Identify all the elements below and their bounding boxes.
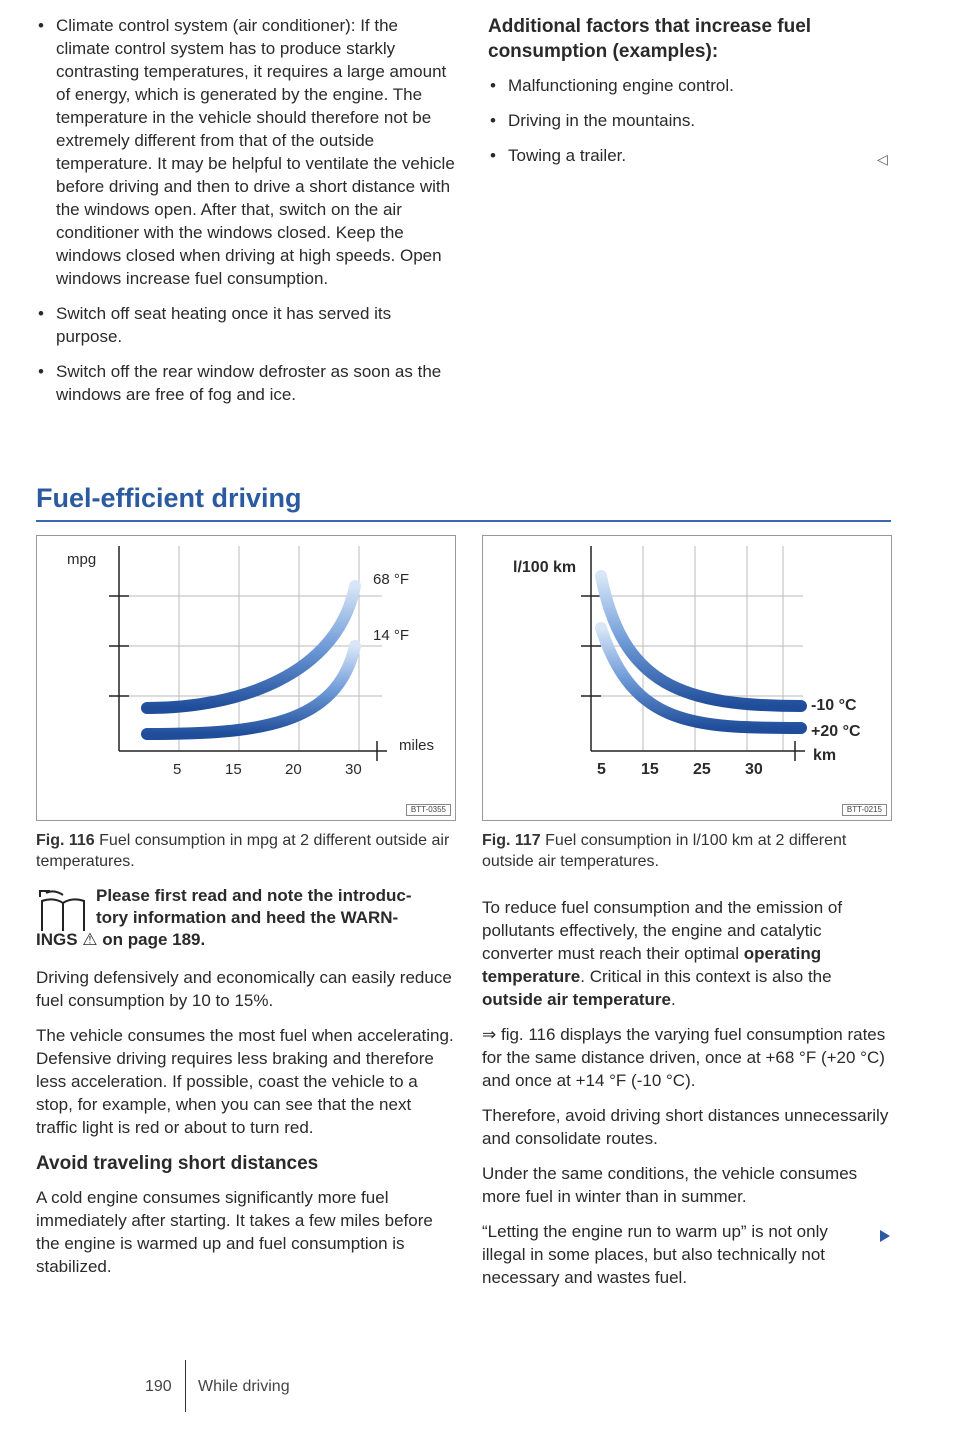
x-tick-label: 15 bbox=[641, 761, 659, 778]
caption-text: Fuel consumption in mpg at 2 different outside air temperatures. bbox=[36, 832, 450, 870]
list-item: • Switch off seat heating once it has served its purpose. bbox=[36, 302, 456, 348]
paragraph bbox=[482, 896, 890, 1011]
book-icon bbox=[36, 887, 90, 933]
list-item: • Switch off the rear window defroster as soon as the windows are free of fog and ice. bbox=[36, 360, 456, 406]
paragraph: Under the same conditions, the vehicle consumes more fuel in winter than in summer. bbox=[482, 1164, 858, 1206]
caption-number: Fig. 117 bbox=[482, 832, 541, 849]
fig117-caption bbox=[482, 830, 890, 872]
page-number: 190 bbox=[145, 1378, 172, 1395]
x-tick-label: 30 bbox=[745, 761, 763, 778]
climate-tips-list bbox=[36, 14, 456, 406]
bold-term: operating temperature bbox=[482, 944, 822, 986]
y-axis-unit: mpg bbox=[67, 551, 97, 568]
list-item: • Towing a trailer. bbox=[488, 144, 888, 167]
right-body-column bbox=[482, 896, 890, 1301]
figure-code: BTT-0215 bbox=[842, 804, 887, 816]
text-run: To reduce fuel consumption and the emission of pollutants effectively, the engine and catalytic converter must reach their optimal bbox=[482, 898, 843, 963]
paragraph: Therefore, avoid driving short distances unnecessarily and consolidate routes. bbox=[482, 1106, 889, 1148]
note-line: Please first read and note the introduc- bbox=[96, 886, 412, 905]
bold-term: outside air temperature bbox=[482, 990, 671, 1009]
footer-section: While driving bbox=[198, 1378, 290, 1395]
right-top-column bbox=[488, 14, 888, 179]
figure-116 bbox=[36, 535, 456, 821]
paragraph: ⇒ fig. 116 displays the varying fuel consumption rates for the same distance driven, once at +68 °F (+20 °C) and once at +14 °F (-10 °C). bbox=[482, 1025, 886, 1090]
avoid-short-distances-heading: Avoid traveling short distances bbox=[36, 1153, 319, 1174]
additional-factors-heading: Additional factors that increase fuel consumption (examples): bbox=[488, 16, 812, 62]
curve-label-plus20c: +20 °C bbox=[811, 723, 861, 740]
caption-number: Fig. 116 bbox=[36, 832, 95, 849]
continued-arrow-icon bbox=[880, 1230, 890, 1242]
paragraph: Driving defensively and economically can easily reduce fuel consumption by 10 to 15%. bbox=[36, 968, 452, 1010]
curve-label-14f: 14 °F bbox=[373, 627, 410, 644]
paragraph: A cold engine consumes significantly more fuel immediately after starting. It takes a few miles before the engine is warmed up and fuel consumption is stabilized. bbox=[36, 1188, 433, 1276]
curve-68f bbox=[147, 586, 355, 708]
x-tick-label: 30 bbox=[345, 761, 362, 778]
y-axis-unit: l/100 km bbox=[513, 559, 577, 576]
section-end-icon: ◁ bbox=[877, 151, 888, 167]
text-run: . bbox=[670, 990, 676, 1009]
left-body-column bbox=[36, 966, 456, 1290]
paragraph: The vehicle consumes the most fuel when accelerating. Defensive driving requires less braking and therefore less acceleration. If possible, coast the vehicle to a stop, for example, when you can see that the next traffic light is red or about to turn red. bbox=[36, 1026, 454, 1137]
section-title: Fuel-efficient driving bbox=[36, 482, 891, 522]
note-line: tory information and heed the WARN- bbox=[96, 908, 399, 927]
list-item: • Driving in the mountains. bbox=[488, 109, 888, 132]
additional-factors-list bbox=[488, 74, 888, 167]
x-tick-label: 25 bbox=[693, 761, 711, 778]
x-axis-unit: miles bbox=[399, 737, 435, 754]
x-tick-label: 5 bbox=[597, 761, 606, 778]
left-top-column bbox=[36, 14, 456, 418]
caption-text: Fuel consumption in l/100 km at 2 different outside air temperatures. bbox=[482, 832, 847, 870]
x-tick-label: 20 bbox=[285, 761, 302, 778]
note-box bbox=[36, 885, 456, 951]
note-line: INGS ⚠ on page 189. bbox=[36, 930, 206, 949]
note-text bbox=[36, 885, 456, 951]
fig116-caption bbox=[36, 830, 456, 872]
list-item: • Malfunctioning engine control. bbox=[488, 74, 888, 97]
text-run: . Critical in this context is also the bbox=[580, 967, 832, 986]
x-tick-label: 5 bbox=[173, 761, 182, 778]
figure-117 bbox=[482, 535, 892, 821]
footer-divider bbox=[185, 1360, 186, 1412]
list-item: • Climate control system (air conditioner): If the climate control system has to produce starkly contrasting temperatures, it requires a large amount of energy, which is generated by the engine. The temperature in the vehicle should therefore not be extremely different from that of the outside temperature. It may be helpful to ventilate the vehicle before driving and then to drive a short distance with the windows open. After that, switch on the air conditioner with the windows closed. Keep the windows closed when driving at high speeds. Open windows increase fuel consumption. bbox=[36, 14, 456, 290]
paragraph: “Letting the engine run to warm up” is not only illegal in some places, but also technically not necessary and wastes fuel. bbox=[482, 1222, 828, 1287]
x-axis-unit: km bbox=[813, 747, 837, 764]
x-tick-label: 15 bbox=[225, 761, 242, 778]
curve-label-minus10c: -10 °C bbox=[811, 697, 857, 714]
figure-code: BTT-0355 bbox=[406, 804, 451, 816]
curve-label-68f: 68 °F bbox=[373, 571, 410, 588]
